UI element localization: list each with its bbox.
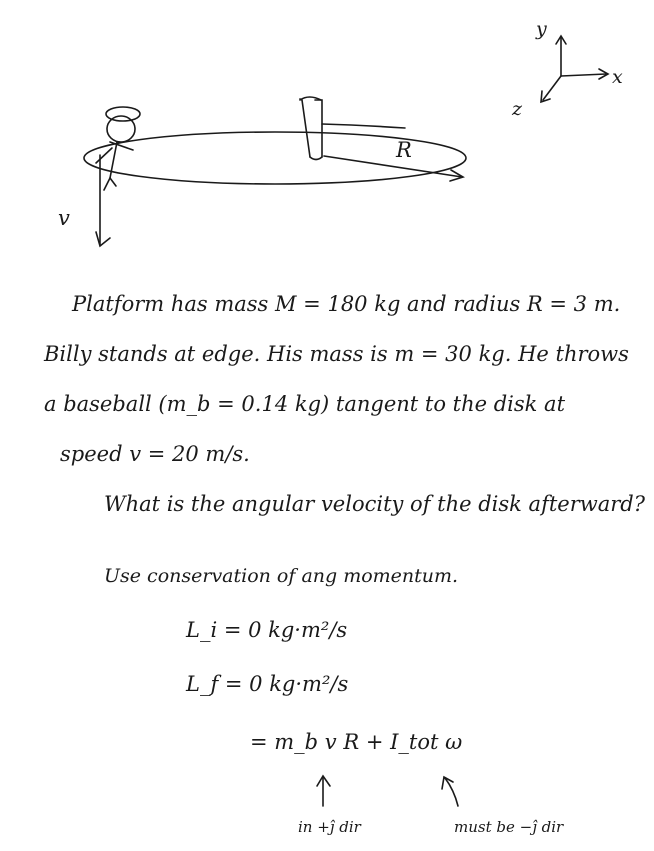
velocity-label: v [58,206,70,230]
problem-line-3: a baseball (m_b = 0.14 kg) tangent to the disk at [44,392,566,416]
baseball-direction-note: in +ĵ dir [298,818,361,836]
platform-term-arrow [442,777,458,806]
final-momentum-equation: L_f = 0 kg·m²/s [186,672,349,696]
y-axis-label: y [536,18,547,40]
initial-momentum-equation: L_i = 0 kg·m²/s [186,618,348,642]
radius-label: R [396,138,412,162]
x-axis-label: x [612,66,623,88]
problem-question: What is the angular velocity of the disk afterward? [104,492,645,516]
platform-direction-note: must be −ĵ dir [454,818,564,836]
baseball-term-arrow [317,776,330,806]
solution-intro: Use conservation of ang momentum. [104,565,459,587]
problem-line-2: Billy stands at edge. His mass is m = 30 kg. He throws [44,342,629,366]
z-axis-label: z [512,98,523,120]
problem-line-1: Platform has mass M = 180 kg and radius R = 3 m. [72,292,621,316]
problem-line-4: speed v = 20 m/s. [60,442,250,466]
momentum-sum-equation: = m_b v R + I_tot ω [250,730,463,754]
